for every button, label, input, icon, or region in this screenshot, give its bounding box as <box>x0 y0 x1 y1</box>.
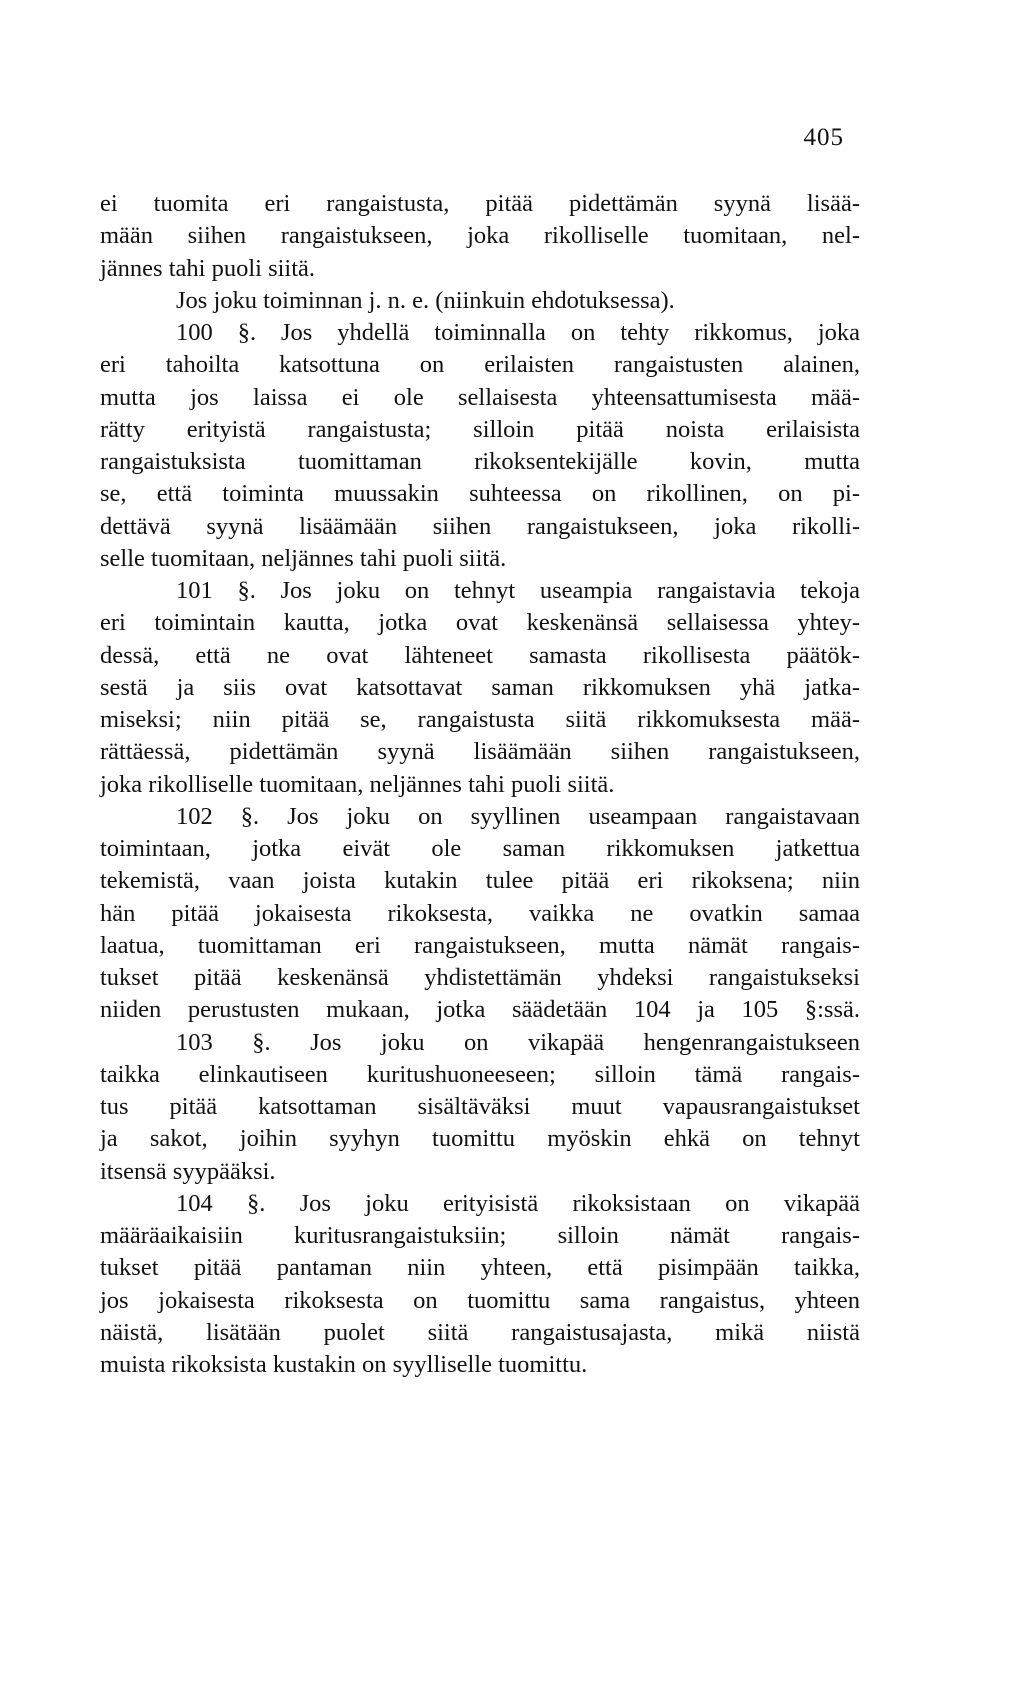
text-line: mutta jos laissa ei ole sellaisesta yhteensattumisesta mää- <box>100 383 860 411</box>
text-line: Jos joku toiminnan j. n. e. (niinkuin ehdotuksessa). <box>176 286 675 314</box>
text-line: 102 §. Jos joku on syyllinen useampaan rangaistavaan <box>176 802 860 830</box>
text-line: määräaikaisiin kuritusrangaistuksiin; silloin nämät rangais- <box>100 1222 860 1249</box>
text-line: itsensä syypääksi. <box>100 1157 276 1185</box>
text-line: miseksi; niin pitää se, rangaistusta siitä rikkomuksesta mää- <box>100 706 860 733</box>
text-line: näistä, lisätään puolet siitä rangaistusajasta, mikä niistä <box>100 1318 860 1346</box>
text-line: dettävä syynä lisäämään siihen rangaistukseen, joka rikolli- <box>100 512 860 540</box>
text-line: niiden perustusten mukaan, jotka säädetään 104 ja 105 §:ssä. <box>100 996 860 1024</box>
text-line: laatua, tuomittaman eri rangaistukseen, mutta nämät rangais- <box>100 931 860 959</box>
text-line: tukset pitää keskenänsä yhdistettämän yhdeksi rangaistukseksi <box>100 964 860 991</box>
text-line: tekemistä, vaan joista kutakin tulee pitää eri rikoksena; niin <box>100 867 860 895</box>
text-line: 100 §. Jos yhdellä toiminnalla on tehty rikkomus, joka <box>176 319 860 346</box>
text-line: 103 §. Jos joku on vikapää hengenrangaistukseen <box>176 1028 860 1056</box>
text-line: eri toimintain kautta, jotka ovat keskenänsä sellaisessa yhtey- <box>100 609 860 637</box>
text-line: dessä, että ne ovat lähteneet samasta rikollisesta päätök- <box>100 641 860 669</box>
text-line: ei tuomita eri rangaistusta, pitää pidettämän syynä lisää- <box>100 190 860 217</box>
text-line: jos jokaisesta rikoksesta on tuomittu sama rangaistus, yhteen <box>100 1286 860 1314</box>
text-line: tus pitää katsottaman sisältäväksi muut vapausrangaistukset <box>100 1093 860 1120</box>
text-line: sestä ja siis ovat katsottavat saman rikkomuksen yhä jatka- <box>100 673 860 701</box>
text-line: muista rikoksista kustakin on syylliselle tuomittu. <box>100 1351 588 1378</box>
text-line: rangaistuksista tuomittaman rikoksentekijälle kovin, mutta <box>100 448 860 475</box>
text-line: 104 §. Jos joku erityisistä rikoksistaan on vikapää <box>176 1189 860 1217</box>
text-line: selle tuomitaan, neljännes tahi puoli siitä. <box>100 544 507 572</box>
text-line: jännes tahi puoli siitä. <box>100 254 316 282</box>
text-line: toimintaan, jotka eivät ole saman rikkomuksen jatkettua <box>100 835 860 862</box>
body-text <box>100 188 860 1381</box>
text-line: rätty erityistä rangaistusta; silloin pitää noista erilaisista <box>100 415 860 443</box>
text-line: ja sakot, joihin syyhyn tuomittu myöskin ehkä on tehnyt <box>100 1125 860 1153</box>
text-line: rättäessä, pidettämän syynä lisäämään siihen rangaistukseen, <box>100 738 860 766</box>
text-line: se, että toiminta muussakin suhteessa on rikollinen, on pi- <box>100 480 860 508</box>
text-line: 101 §. Jos joku on tehnyt useampia rangaistavia tekoja <box>176 577 860 604</box>
text-line: tukset pitää pantaman niin yhteen, että pisimpään taikka, <box>100 1254 860 1282</box>
text-line: eri tahoilta katsottuna on erilaisten rangaistusten alainen, <box>100 351 860 379</box>
text-line: joka rikolliselle tuomitaan, neljännes tahi puoli siitä. <box>100 770 615 798</box>
text-line: mään siihen rangaistukseen, joka rikolliselle tuomitaan, nel- <box>100 222 860 250</box>
text-line: hän pitää jokaisesta rikoksesta, vaikka ne ovatkin samaa <box>100 899 860 927</box>
page-number: 405 <box>803 124 844 151</box>
text-line: taikka elinkautiseen kuritushuoneeseen; silloin tämä rangais- <box>100 1060 860 1088</box>
